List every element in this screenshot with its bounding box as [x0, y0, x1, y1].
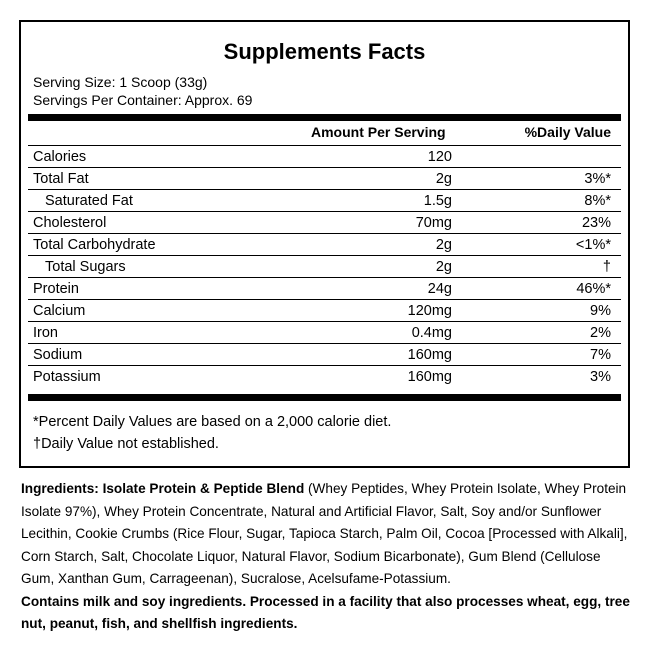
daily-value-header: %Daily Value: [524, 124, 611, 140]
nutrient-daily-value: †: [602, 259, 611, 275]
nutrient-amount: 0.4mg: [411, 325, 452, 341]
nutrient-name: Total Carbohydrate: [33, 237, 156, 253]
ingredients-text: (Whey Peptides, Whey Protein Isolate, Whey Protein Isolate 97%), Whey Protein Concentrate, Natural and Artificial Flavor, Salt, Soy and/or Sunflower Lecithin, Cookie Crumbs (Rice Flour, Sugar, Tapioca Starch, Palm Oil, Cocoa [Processed with Alkali], Corn Starch, Salt, Chocolate Liquor, Natural Flavor, Sodium Bicarbonate), Gum Blend (Cellulose Gum, Xanthan Gum, Carrageenan), Sucralose, Acelsufame-Potassium.: [21, 481, 628, 586]
nutrient-amount: 24g: [427, 281, 452, 297]
nutrient-daily-value: 46%*: [576, 281, 611, 297]
allergen-statement: Contains milk and soy ingredients. Processed in a facility that also processes wheat, egg, tree nut, peanut, fish, and shellfish ingredients.: [21, 593, 630, 631]
nutrient-name: Potassium: [33, 369, 101, 385]
footnote-daily-value: *Percent Daily Values are based on a 2,000 calorie diet.: [33, 414, 392, 430]
nutrient-amount: 120: [427, 149, 452, 165]
serving-size: Serving Size: 1 Scoop (33g): [33, 74, 208, 90]
nutrient-name: Saturated Fat: [45, 193, 133, 209]
nutrient-amount: 160mg: [407, 369, 452, 385]
ingredients-heading: Ingredients: Isolate Protein & Peptide Blend: [21, 481, 305, 496]
nutrient-daily-value: <1%*: [575, 237, 611, 253]
nutrient-row: [28, 366, 621, 388]
nutrient-name: Total Fat: [33, 171, 89, 187]
ingredients-block: [21, 478, 636, 636]
nutrient-daily-value: 2%: [590, 325, 611, 341]
nutrient-name: Total Sugars: [45, 259, 126, 275]
nutrient-name: Calories: [33, 149, 87, 165]
nutrient-row: [28, 278, 621, 300]
nutrient-daily-value: 23%: [581, 215, 611, 231]
nutrient-name: Protein: [33, 281, 79, 297]
servings-per-container: Servings Per Container: Approx. 69: [33, 92, 253, 108]
nutrient-row: [28, 300, 621, 322]
nutrient-row: [28, 344, 621, 366]
nutrient-row: [28, 146, 621, 168]
footnote-dagger: †Daily Value not established.: [33, 436, 219, 452]
nutrient-amount: 2g: [435, 171, 452, 187]
nutrient-row: [28, 168, 621, 190]
supplement-facts-panel: [19, 20, 630, 468]
nutrient-row: [28, 212, 621, 234]
nutrient-daily-value: 9%: [590, 303, 611, 319]
nutrient-row: [28, 256, 621, 278]
nutrient-name: Sodium: [33, 347, 83, 363]
nutrient-name: Calcium: [33, 303, 86, 319]
nutrient-amount: 160mg: [407, 347, 452, 363]
nutrient-amount: 120mg: [407, 303, 452, 319]
nutrient-name: Cholesterol: [33, 215, 107, 231]
thick-divider-top: [28, 114, 621, 121]
nutrient-amount: 2g: [435, 259, 452, 275]
nutrient-amount: 2g: [435, 237, 452, 253]
nutrient-name: Iron: [33, 325, 58, 341]
nutrient-row: [28, 234, 621, 256]
nutrient-daily-value: 7%: [590, 347, 611, 363]
nutrient-amount: 70mg: [415, 215, 452, 231]
nutrient-row: [28, 190, 621, 212]
nutrient-daily-value: 3%: [590, 369, 611, 385]
nutrient-daily-value: 3%*: [584, 171, 611, 187]
nutrient-amount: 1.5g: [423, 193, 452, 209]
nutrient-row: [28, 322, 621, 344]
thick-divider-bottom: [28, 394, 621, 401]
panel-title: Supplements Facts: [223, 39, 426, 64]
nutrient-daily-value: 8%*: [584, 193, 611, 209]
amount-header: Amount Per Serving: [311, 124, 446, 140]
